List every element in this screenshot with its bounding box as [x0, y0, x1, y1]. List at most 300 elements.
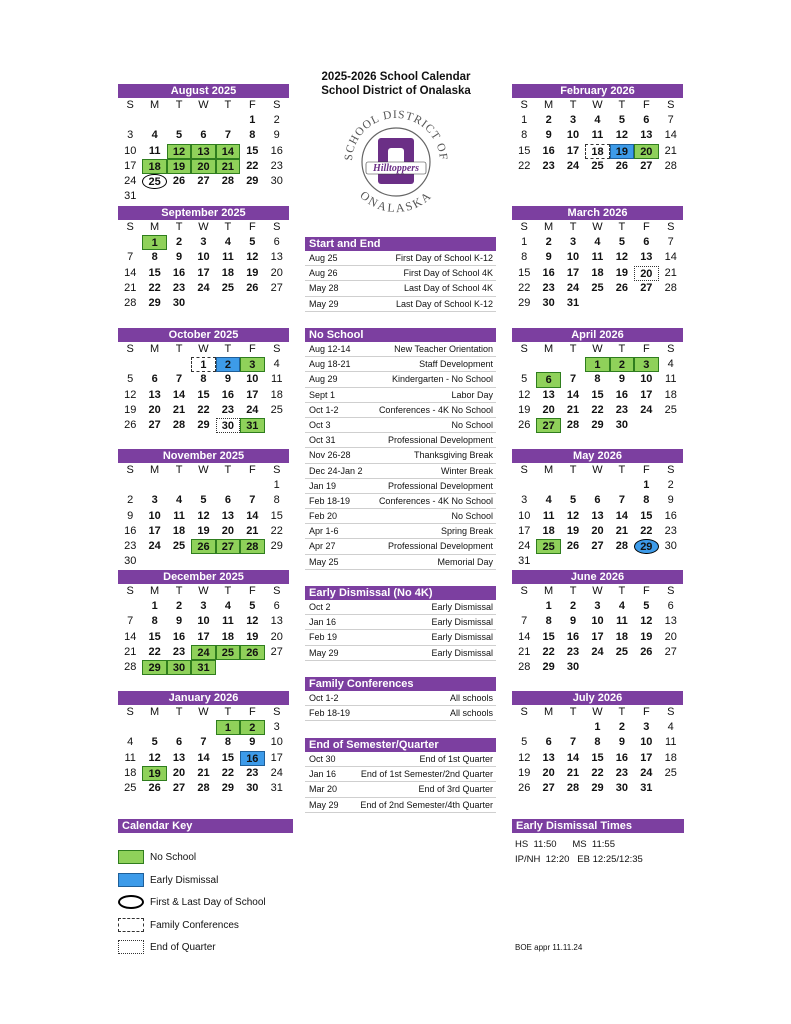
- weekday-header: W: [198, 343, 209, 355]
- calendar-day: 30: [216, 418, 240, 433]
- first-last-oval-swatch: [118, 895, 144, 909]
- calendar-day: 15: [270, 509, 283, 522]
- weekday-header: W: [592, 221, 603, 233]
- weekday-header: S: [667, 585, 675, 597]
- calendar-day: 3: [200, 600, 207, 613]
- calendar-day: 28: [518, 660, 531, 673]
- calendar-day: 23: [566, 645, 580, 658]
- calendar-day: 17: [124, 159, 137, 172]
- calendar-day: 3: [200, 236, 207, 249]
- weekday-header: T: [175, 343, 183, 355]
- event-date: Aug 12-14: [309, 344, 351, 354]
- month-title: May 2026: [512, 449, 683, 463]
- event-description: Professional Development: [387, 541, 493, 552]
- district-name: School District of Onalaska: [321, 85, 471, 97]
- calendar-day: 9: [618, 373, 625, 386]
- event-row: [305, 403, 496, 418]
- calendar-day: 10: [518, 509, 531, 522]
- event-row: [305, 798, 496, 813]
- empty-day: [240, 478, 264, 493]
- calendar-day: 30: [615, 418, 629, 431]
- calendar-day: 30: [246, 781, 259, 794]
- calendar-day: 2: [610, 357, 634, 372]
- calendar-day: 18: [172, 524, 186, 537]
- empty-day: [561, 478, 585, 493]
- weekday-header: S: [667, 221, 675, 233]
- weekday-header: W: [592, 343, 603, 355]
- calendar-day: 25: [142, 174, 166, 189]
- calendar-day: 8: [545, 615, 552, 628]
- calendar-day: 8: [594, 736, 601, 749]
- calendar-day: 5: [521, 736, 528, 749]
- calendar-day: 4: [667, 721, 674, 734]
- calendar-day: 9: [545, 251, 552, 264]
- calendar-day: 15: [591, 751, 604, 764]
- event-description: Early Dismissal: [431, 617, 493, 628]
- family-conferences-header: Family Conferences: [305, 677, 496, 691]
- event-date: Sept 1: [309, 389, 336, 400]
- calendar-day: 18: [542, 524, 555, 537]
- logo-mascot-text: Hilltoppers: [372, 163, 420, 174]
- empty-day: [167, 720, 191, 735]
- event-description: Professional Development: [387, 435, 493, 446]
- empty-day: [191, 478, 215, 493]
- event-date: Feb 20: [309, 511, 338, 522]
- calendar-day: 28: [124, 660, 137, 673]
- month-grid: [512, 98, 683, 174]
- event-description: End of 3rd Quarter: [418, 784, 493, 795]
- event-description: Spring Break: [440, 526, 493, 537]
- calendar-day: 1: [521, 114, 528, 127]
- event-row: [305, 418, 496, 433]
- calendar-day: 27: [172, 781, 186, 794]
- month-title: July 2026: [512, 691, 683, 705]
- calendar-title-line1: 2025-2026 School Calendar: [321, 71, 471, 83]
- calendar-day: 13: [542, 388, 555, 401]
- calendar-day: 6: [200, 129, 207, 142]
- calendar-day: 21: [518, 645, 531, 658]
- calendar-day: 20: [634, 266, 658, 281]
- calendar-day: 9: [127, 509, 134, 522]
- weekday-header: F: [248, 585, 256, 597]
- event-date: Oct 31: [309, 435, 336, 446]
- calendar-day: 13: [191, 144, 215, 159]
- calendar-day: 3: [643, 721, 650, 734]
- calendar-day: 20: [270, 266, 283, 279]
- weekday-header: T: [569, 464, 577, 476]
- weekday-header: W: [198, 221, 209, 233]
- empty-day: [142, 357, 166, 372]
- calendar-day: 23: [615, 766, 629, 779]
- calendar-day: 26: [246, 281, 259, 294]
- calendar-day: 31: [566, 296, 580, 309]
- calendar-day: 28: [172, 418, 186, 431]
- event-row: [305, 464, 496, 479]
- calendar-day: 28: [566, 418, 580, 431]
- calendar-day: 5: [200, 494, 207, 507]
- event-row: [305, 691, 496, 706]
- calendar-day: 24: [246, 403, 259, 416]
- empty-day: [216, 113, 240, 128]
- weekday-header: S: [273, 343, 281, 355]
- empty-day: [561, 720, 585, 735]
- month-title: August 2025: [118, 84, 289, 98]
- calendar-day: 8: [273, 494, 280, 507]
- calendar-day: 13: [640, 129, 653, 142]
- weekday-header: F: [248, 99, 256, 111]
- calendar-day: 12: [197, 509, 210, 522]
- calendar-day: 12: [124, 388, 137, 401]
- calendar-day: 27: [640, 159, 653, 172]
- event-date: Apr 27: [309, 541, 336, 552]
- event-row: [305, 555, 496, 570]
- calendar-day: 23: [124, 539, 137, 552]
- calendar-day: 16: [270, 144, 283, 157]
- calendar-day: 18: [664, 388, 677, 401]
- event-date: Jan 16: [309, 617, 337, 628]
- month-grid: [512, 463, 683, 569]
- key-early-dismissal-label: Early Dismissal: [150, 874, 219, 886]
- calendar-day: 5: [249, 600, 256, 613]
- calendar-day: 26: [172, 174, 186, 187]
- calendar-day: 23: [221, 403, 235, 416]
- calendar-day: 3: [634, 357, 658, 372]
- calendar-day: 17: [591, 630, 604, 643]
- event-date: Oct 30: [309, 754, 336, 764]
- calendar-day: 19: [518, 403, 531, 416]
- calendar-day: 16: [664, 509, 677, 522]
- calendar-day: 14: [172, 388, 186, 401]
- weekday-header: F: [248, 464, 256, 476]
- empty-day: [167, 357, 191, 372]
- event-description: No School: [451, 419, 493, 430]
- calendar-day: 30: [664, 539, 677, 552]
- calendar-day: 25: [591, 281, 604, 294]
- month-grid: [512, 705, 683, 796]
- calendar-day: 4: [224, 236, 231, 249]
- calendar-day: 23: [172, 645, 186, 658]
- calendar-day: 2: [273, 114, 280, 127]
- event-description: First Day of School 4K: [403, 268, 493, 279]
- event-description: Staff Development: [419, 359, 493, 370]
- calendar-day: 27: [640, 281, 653, 294]
- weekday-header: S: [273, 585, 281, 597]
- calendar-day: 30: [566, 660, 580, 673]
- calendar-day: 26: [640, 645, 653, 658]
- weekday-header: M: [150, 221, 160, 233]
- calendar-day: 28: [240, 539, 264, 554]
- event-description: Memorial Day: [437, 556, 493, 567]
- event-date: Aug 18-21: [309, 359, 351, 370]
- calendar-day: 21: [246, 524, 259, 537]
- weekday-header: T: [224, 99, 232, 111]
- event-description: Conferences - 4K No School: [378, 404, 493, 415]
- end-quarter-swatch: [118, 940, 144, 954]
- empty-day: [536, 720, 560, 735]
- calendar-day: 25: [664, 766, 677, 779]
- empty-day: [118, 357, 142, 372]
- event-description: Labor Day: [451, 389, 493, 400]
- calendar-day: 16: [542, 266, 555, 279]
- calendar-day: 21: [124, 281, 137, 294]
- start-end-section: [305, 237, 496, 312]
- calendar-day: 13: [172, 751, 186, 764]
- weekday-header: S: [667, 464, 675, 476]
- dismissal-times-line2: IP/NH 12:20 EB 12:25/12:35: [515, 854, 643, 865]
- calendar-day: 29: [591, 418, 604, 431]
- calendar-day: 21: [566, 403, 580, 416]
- empty-day: [118, 478, 142, 493]
- calendar-day: 7: [569, 373, 577, 386]
- empty-day: [536, 478, 560, 493]
- calendar-day: 29: [142, 660, 166, 675]
- calendar-day: 30: [172, 296, 186, 309]
- calendar-day: 11: [616, 615, 628, 628]
- calendar-day: 22: [270, 524, 283, 537]
- calendar-day: 31: [640, 781, 653, 794]
- calendar-day: 27: [270, 645, 283, 658]
- calendar-day: 2: [569, 600, 577, 613]
- calendar-day: 7: [224, 129, 231, 142]
- calendar-day: 19: [615, 266, 629, 279]
- weekday-header: W: [198, 585, 209, 597]
- calendar-day: 17: [148, 524, 161, 537]
- weekday-header: S: [520, 464, 528, 476]
- calendar-day: 14: [197, 751, 210, 764]
- month-grid: [512, 342, 683, 433]
- calendar-day: 21: [664, 144, 677, 157]
- calendar-day: 2: [175, 600, 183, 613]
- weekday-header: M: [150, 99, 160, 111]
- calendar-day: 25: [124, 781, 137, 794]
- calendar-day: 25: [664, 403, 677, 416]
- weekday-header: S: [126, 706, 134, 718]
- event-date: Jan 19: [309, 480, 337, 491]
- calendar-day: 14: [124, 630, 137, 643]
- empty-day: [512, 357, 536, 372]
- calendar-day: 7: [521, 615, 528, 628]
- weekday-header: M: [544, 221, 554, 233]
- empty-day: [191, 113, 215, 128]
- calendar-day: 19: [640, 630, 653, 643]
- calendar-day: 15: [221, 751, 235, 764]
- calendar-day: 12: [640, 615, 653, 628]
- weekday-header: T: [618, 221, 626, 233]
- month-calendar: [512, 691, 683, 796]
- calendar-day: 12: [615, 129, 629, 142]
- event-row: [305, 524, 496, 539]
- event-date: Oct 1-2: [309, 404, 339, 415]
- weekday-header: T: [224, 343, 232, 355]
- calendar-day: 24: [566, 281, 580, 294]
- calendar-day: 7: [569, 736, 577, 749]
- event-row: [305, 388, 496, 403]
- calendar-day: 23: [246, 766, 259, 779]
- calendar-day: 17: [640, 751, 653, 764]
- weekday-header: S: [273, 221, 281, 233]
- end-semester-header: End of Semester/Quarter: [305, 738, 496, 752]
- weekday-header: S: [126, 221, 134, 233]
- calendar-day: 30: [124, 555, 137, 568]
- event-description: Thanksgiving Break: [413, 450, 493, 461]
- calendar-day: 7: [618, 494, 625, 507]
- calendar-day: 23: [664, 524, 677, 537]
- month-title: February 2026: [512, 84, 683, 98]
- month-calendar: [118, 84, 289, 204]
- calendar-day: 29: [197, 418, 210, 431]
- empty-day: [118, 720, 142, 735]
- event-row: [305, 251, 496, 266]
- weekday-header: T: [175, 464, 183, 476]
- event-description: Early Dismissal: [431, 602, 493, 612]
- start-end-header: Start and End: [305, 237, 496, 251]
- calendar-day: 18: [142, 159, 166, 174]
- calendar-day: 20: [542, 766, 555, 779]
- calendar-day: 28: [124, 296, 137, 309]
- weekday-header: F: [642, 99, 650, 111]
- calendar-day: 20: [591, 524, 604, 537]
- calendar-day: 11: [665, 373, 677, 386]
- calendar-day: 19: [142, 766, 166, 781]
- calendar-day: 25: [536, 539, 560, 554]
- calendar-day: 21: [197, 766, 210, 779]
- calendar-day: 22: [591, 403, 604, 416]
- calendar-day: 19: [610, 144, 634, 159]
- calendar-day: 2: [216, 357, 240, 372]
- weekday-header: T: [569, 221, 577, 233]
- event-row: [305, 281, 496, 296]
- event-description: Winter Break: [440, 465, 493, 476]
- event-row: [305, 646, 496, 661]
- month-title: December 2025: [118, 570, 289, 584]
- weekday-header: T: [175, 99, 183, 111]
- svg-text:ONALASKA: [357, 188, 435, 215]
- empty-day: [585, 478, 609, 493]
- calendar-day: 16: [542, 144, 555, 157]
- month-calendar: [512, 570, 683, 675]
- calendar-day: 3: [569, 114, 577, 127]
- calendar-key-header: Calendar Key: [118, 819, 293, 833]
- event-row: [305, 494, 496, 509]
- calendar-day: 10: [270, 736, 283, 749]
- calendar-day: 27: [542, 781, 555, 794]
- weekday-header: T: [224, 706, 232, 718]
- calendar-day: 21: [615, 524, 629, 537]
- calendar-day: 14: [566, 388, 580, 401]
- event-date: Aug 26: [309, 268, 338, 279]
- calendar-day: 13: [591, 509, 604, 522]
- calendar-day: 18: [585, 144, 609, 159]
- month-grid: [118, 98, 289, 204]
- calendar-day: 3: [594, 600, 601, 613]
- month-title: October 2025: [118, 328, 289, 342]
- empty-day: [512, 720, 536, 735]
- calendar-day: 24: [640, 403, 653, 416]
- calendar-day: 5: [151, 736, 158, 749]
- weekday-header: S: [126, 99, 134, 111]
- calendar-day: 11: [124, 751, 136, 764]
- weekday-header: S: [126, 585, 134, 597]
- calendar-day: 6: [594, 494, 601, 507]
- event-row: [305, 752, 496, 767]
- event-date: May 25: [309, 556, 339, 567]
- weekday-header: W: [592, 706, 603, 718]
- event-row: [305, 706, 496, 721]
- early-dismissal-section: [305, 586, 496, 661]
- weekday-header: F: [642, 343, 650, 355]
- event-row: [305, 615, 496, 630]
- empty-day: [142, 478, 166, 493]
- weekday-header: S: [667, 99, 675, 111]
- event-row: [305, 357, 496, 372]
- calendar-day: 31: [270, 781, 283, 794]
- calendar-day: 12: [518, 751, 531, 764]
- calendar-day: 10: [197, 615, 210, 628]
- calendar-day: 6: [224, 494, 231, 507]
- calendar-day: 29: [148, 296, 161, 309]
- calendar-day: 4: [545, 494, 552, 507]
- weekday-header: T: [569, 585, 577, 597]
- calendar-day: 5: [249, 236, 256, 249]
- empty-day: [512, 599, 536, 614]
- event-description: Kindergarten - No School: [391, 374, 493, 385]
- calendar-day: 4: [127, 736, 134, 749]
- weekday-header: T: [569, 99, 577, 111]
- calendar-day: 20: [172, 766, 186, 779]
- event-row: [305, 600, 496, 615]
- calendar-day: 16: [615, 388, 629, 401]
- calendar-day: 21: [566, 766, 580, 779]
- event-description: Last Day of School 4K: [403, 283, 493, 294]
- calendar-day: 1: [216, 720, 240, 735]
- calendar-day: 2: [127, 494, 134, 507]
- calendar-day: 10: [640, 736, 653, 749]
- calendar-day: 22: [246, 159, 259, 172]
- calendar-day: 17: [197, 630, 210, 643]
- event-row: [305, 630, 496, 645]
- month-title: January 2026: [118, 691, 289, 705]
- calendar-day: 2: [667, 479, 674, 492]
- month-grid: [118, 463, 289, 569]
- empty-day: [512, 478, 536, 493]
- calendar-day: 24: [197, 281, 210, 294]
- calendar-day: 1: [142, 235, 166, 250]
- calendar-day: 5: [643, 600, 650, 613]
- empty-day: [536, 357, 560, 372]
- weekday-header: T: [618, 585, 626, 597]
- calendar-day: 6: [643, 114, 650, 127]
- calendar-day: 29: [518, 296, 531, 309]
- calendar-day: 14: [124, 266, 137, 279]
- calendar-day: 15: [591, 388, 604, 401]
- calendar-day: 22: [542, 645, 555, 658]
- calendar-day: 20: [191, 159, 215, 174]
- calendar-day: 20: [542, 403, 555, 416]
- calendar-day: 7: [175, 373, 183, 386]
- weekday-header: S: [520, 99, 528, 111]
- weekday-header: S: [520, 585, 528, 597]
- board-approval-note: BOE appr 11.11.24: [515, 943, 583, 952]
- weekday-header: T: [618, 343, 626, 355]
- no-school-section: [305, 328, 496, 570]
- event-date: Jan 16: [309, 769, 337, 780]
- calendar-day: 23: [172, 281, 186, 294]
- event-row: [305, 767, 496, 782]
- month-grid: [118, 705, 289, 796]
- calendar-day: 18: [221, 630, 235, 643]
- weekday-header: T: [569, 343, 577, 355]
- calendar-day: 8: [224, 736, 231, 749]
